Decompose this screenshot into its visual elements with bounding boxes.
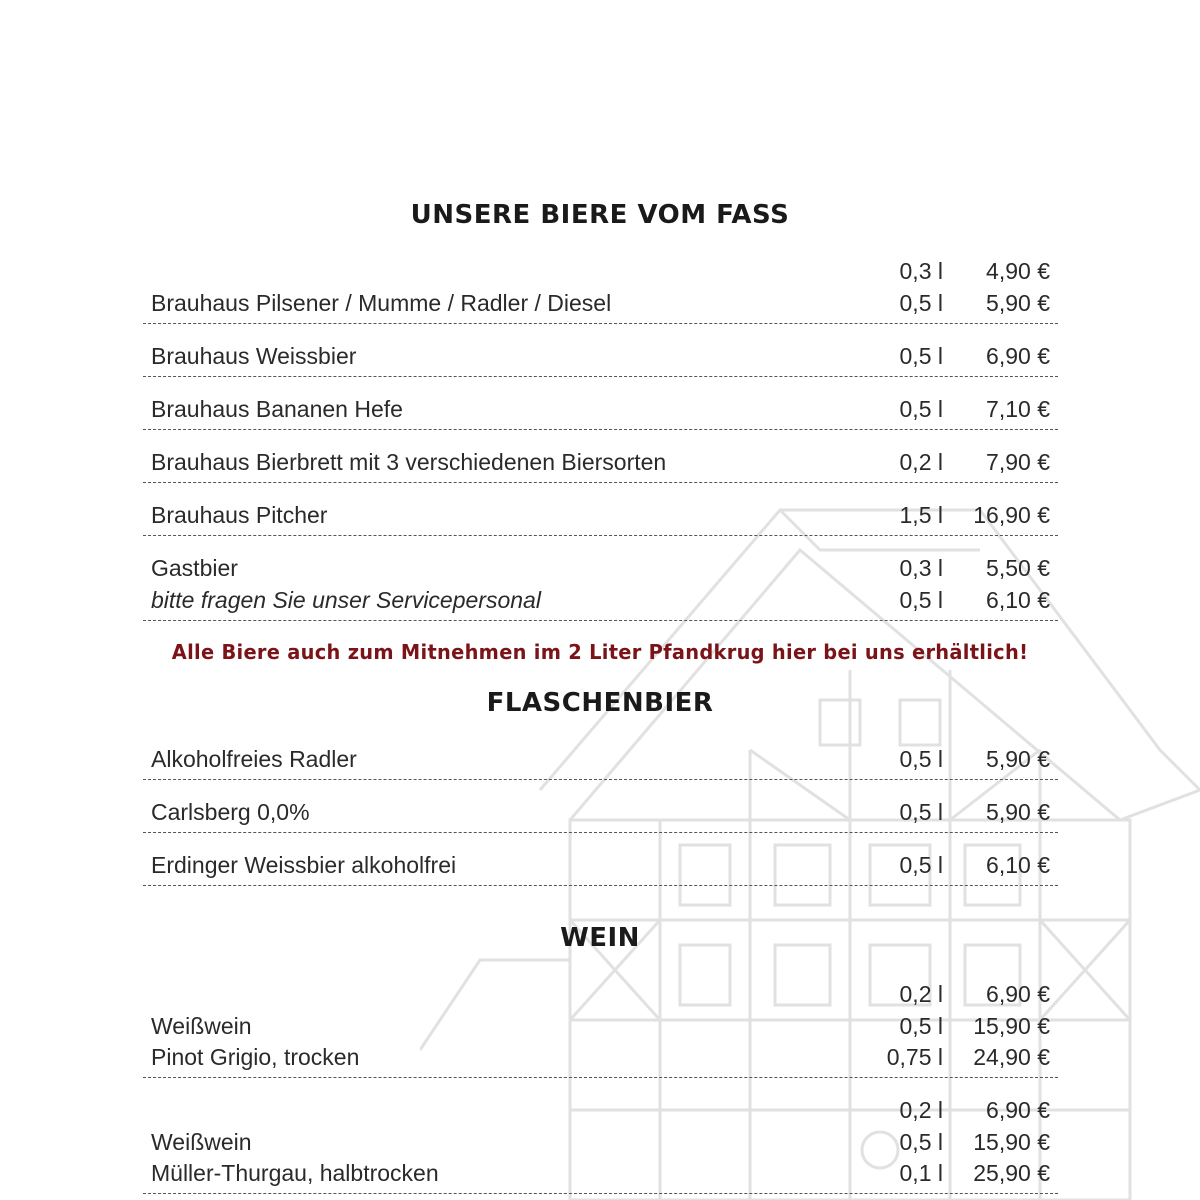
- item-price: 6,90 €: [986, 343, 1050, 369]
- item-subtitle: Pinot Grigio, trocken: [151, 1044, 360, 1070]
- item-subtitle: Müller-Thurgau, halbtrocken: [151, 1160, 439, 1186]
- menu-item: [143, 978, 1058, 1078]
- item-volume: 0,3 l: [899, 555, 943, 581]
- item-volume: 0,75 l: [886, 1044, 943, 1070]
- item-name: Brauhaus Pitcher: [151, 502, 328, 528]
- item-price: 7,90 €: [986, 449, 1050, 475]
- item-price: 5,90 €: [986, 290, 1050, 316]
- item-price: 16,90 €: [973, 502, 1050, 528]
- item-price: 24,90 €: [973, 1044, 1050, 1070]
- item-price: 5,50 €: [986, 555, 1050, 581]
- item-price: 4,90 €: [986, 258, 1050, 284]
- section-title-flasche: FLASCHENBIER: [486, 688, 714, 718]
- item-volume: 0,5 l: [899, 343, 943, 369]
- item-volume: 0,5 l: [899, 290, 943, 316]
- item-volume: 0,5 l: [899, 746, 943, 772]
- item-volume: 0,2 l: [899, 1097, 943, 1123]
- item-name: Weißwein: [151, 1129, 252, 1155]
- item-price: 25,90 €: [973, 1160, 1050, 1186]
- item-volume: 0,1 l: [899, 1160, 943, 1186]
- item-volume: 0,5 l: [899, 1129, 943, 1155]
- menu-item: [143, 849, 1058, 886]
- menu-item: [143, 552, 1058, 621]
- item-name: Brauhaus Bierbrett mit 3 verschiedenen Biersorten: [151, 449, 667, 475]
- item-name: Gastbier: [151, 555, 238, 581]
- item-volume: 0,5 l: [899, 799, 943, 825]
- menu-item: [143, 393, 1058, 430]
- item-volume: 0,3 l: [899, 258, 943, 284]
- item-price: 5,90 €: [986, 746, 1050, 772]
- takeaway-notice: Alle Biere auch zum Mitnehmen im 2 Liter Pfandkrug hier bei uns erhältlich!: [171, 640, 1029, 664]
- item-price: 15,90 €: [973, 1129, 1050, 1155]
- item-volume: 0,2 l: [899, 981, 943, 1007]
- section-title-fass: UNSERE BIERE VOM FASS: [410, 200, 790, 230]
- item-price: 15,90 €: [973, 1013, 1050, 1039]
- menu-item: [143, 340, 1058, 377]
- item-volume: 0,5 l: [899, 852, 943, 878]
- item-volume: 0,5 l: [899, 396, 943, 422]
- item-name: Brauhaus Weissbier: [151, 343, 357, 369]
- item-volume: 1,5 l: [899, 502, 943, 528]
- item-price: 5,90 €: [986, 799, 1050, 825]
- item-price: 7,10 €: [986, 396, 1050, 422]
- item-price: 6,90 €: [986, 1097, 1050, 1123]
- menu-item: [143, 255, 1058, 324]
- menu-item: [143, 1094, 1058, 1194]
- item-name: Weißwein: [151, 1013, 252, 1039]
- item-volume: 0,2 l: [899, 449, 943, 475]
- item-subtitle: bitte fragen Sie unser Servicepersonal: [151, 587, 541, 613]
- item-name: Brauhaus Pilsener / Mumme / Radler / Diesel: [151, 290, 612, 316]
- item-price: 6,10 €: [986, 587, 1050, 613]
- item-name: Erdinger Weissbier alkoholfrei: [151, 852, 457, 878]
- menu-item: [143, 743, 1058, 780]
- menu-item: [143, 796, 1058, 833]
- menu-item: [143, 446, 1058, 483]
- item-price: 6,90 €: [986, 981, 1050, 1007]
- menu-item: [143, 499, 1058, 536]
- item-name: Brauhaus Bananen Hefe: [151, 396, 403, 422]
- section-title-wein: WEIN: [560, 923, 640, 953]
- item-volume: 0,5 l: [899, 587, 943, 613]
- item-name: Carlsberg 0,0%: [151, 799, 310, 825]
- item-volume: 0,5 l: [899, 1013, 943, 1039]
- item-name: Alkoholfreies Radler: [151, 746, 357, 772]
- item-price: 6,10 €: [986, 852, 1050, 878]
